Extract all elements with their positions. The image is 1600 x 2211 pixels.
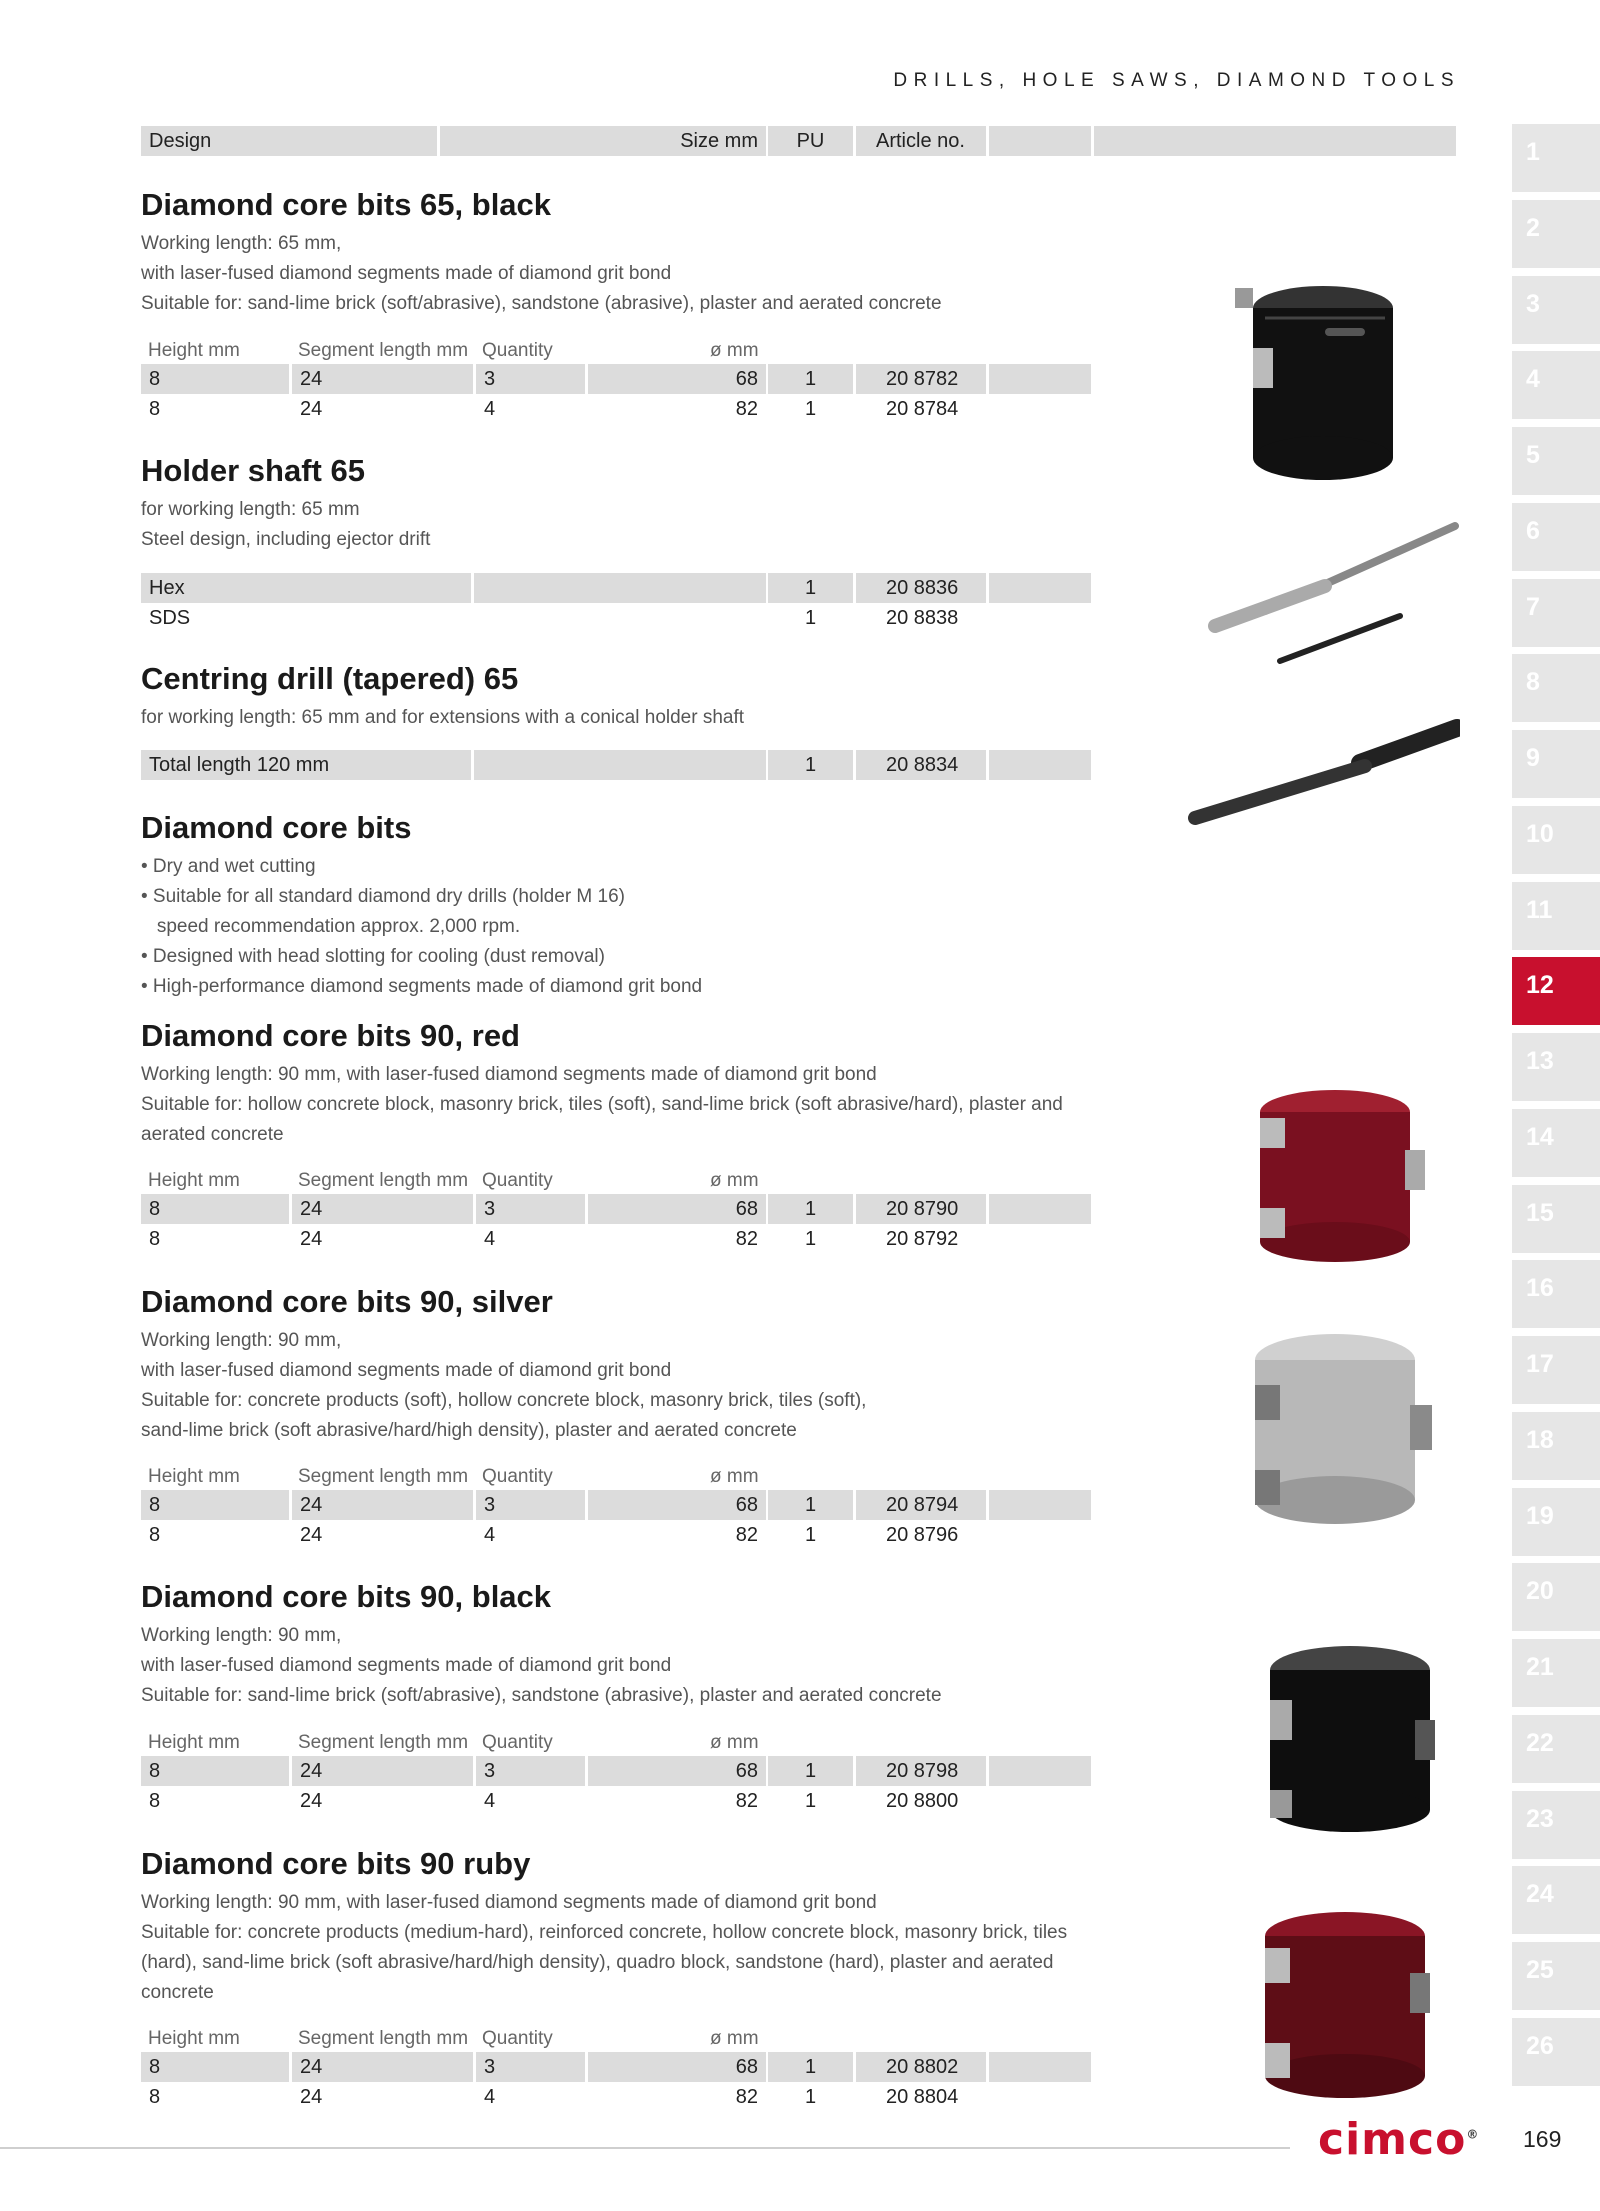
cell-article: 20 8798 [856,1756,986,1786]
description-line: Suitable for: concrete products (soft), hollow concrete block, masonry brick, tiles (soft), [141,1390,867,1411]
cell-design: Hex [141,573,471,603]
cell-pu: 1 [804,1228,817,1250]
chapter-tab-22[interactable]: 22 [1512,1715,1600,1783]
cell-height: 8 [141,1194,289,1224]
cell-pu: 1 [768,2052,853,2082]
chapter-tab-16[interactable]: 16 [1512,1260,1600,1328]
core-bits-90-black-description [141,1621,1081,1711]
cell-diameter: 82 [735,1524,758,1546]
description-line: sand-lime brick (soft abrasive/hard/high density), plaster and aerated concrete [141,1420,797,1441]
chapter-tab-18[interactable]: 18 [1512,1412,1600,1480]
cell-segment: 24 [292,1490,473,1520]
ruby-core-bit-90-image [1215,1908,1455,2108]
cell-segment: 24 [292,364,473,394]
cell-segment: 24 [300,1228,323,1250]
cell-segment: 24 [300,2086,323,2108]
cell-quantity: 4 [484,1790,496,1812]
chapter-tab-17[interactable]: 17 [1512,1336,1600,1404]
description-line: • High-performance diamond segments made of diamond grit bond [141,976,703,997]
cell-blank [989,2052,1091,2082]
cell-article: 20 8800 [886,1790,959,1812]
cell-blank [989,750,1091,780]
chapter-tab-3[interactable]: 3 [1512,276,1600,344]
col-design: Design [141,126,437,156]
description-line: concrete [141,1982,214,2003]
core-bits-65-black-title: Diamond core bits 65, black [141,187,552,222]
core-bits-90-black-title: Diamond core bits 90, black [141,1579,552,1614]
cell-height: 8 [141,364,289,394]
description-line: with laser-fused diamond segments made of diamond grit bond [141,263,672,284]
description-line: • Suitable for all standard diamond dry drills (holder M 16) [141,886,625,907]
cell-pu: 1 [768,1490,853,1520]
page-number: 169 [1523,2126,1562,2152]
chapter-tab-5[interactable]: 5 [1512,427,1600,495]
head-diameter: ø mm [710,1732,759,1753]
description-line: Steel design, including ejector drift [141,529,431,550]
chapter-tab-10[interactable]: 10 [1512,806,1600,874]
cell-design: Total length 120 mm [141,750,471,780]
cell-blank [989,1786,1091,1816]
description-line: • Designed with head slotting for cooling (dust removal) [141,946,605,967]
cell-article: 20 8838 [886,607,959,629]
chapter-tab-21[interactable]: 21 [1512,1639,1600,1707]
description-line: speed recommendation approx. 2,000 rpm. [141,916,521,937]
centring-drill-65-title: Centring drill (tapered) 65 [141,661,519,696]
cell-article: 20 8802 [856,2052,986,2082]
cell-quantity: 3 [476,364,585,394]
chapter-tab-15[interactable]: 15 [1512,1185,1600,1253]
cell-segment: 24 [292,1756,473,1786]
cell-blank [989,1194,1091,1224]
chapter-tab-4[interactable]: 4 [1512,351,1600,419]
chapter-tab-12[interactable]: 12 [1512,957,1600,1025]
cell-design: SDS [149,607,191,629]
col-blank-1 [989,126,1091,156]
cell-blank [989,1224,1091,1254]
description-line: Working length: 90 mm, [141,1625,342,1646]
cell-blank [474,603,766,633]
head-segment: Segment length mm [298,2028,469,2049]
cimco-logo: cimco® [1318,2114,1480,2165]
diamond-core-bits-features-description [141,852,1081,1002]
head-quantity: Quantity [482,1732,553,1753]
col-size: Size mm [440,126,766,156]
description-line: for working length: 65 mm [141,499,360,520]
core-bits-90-ruby-title: Diamond core bits 90 ruby [141,1846,531,1881]
centring-drill-65-description [141,703,1081,733]
chapter-tab-23[interactable]: 23 [1512,1791,1600,1859]
head-segment: Segment length mm [298,1170,469,1191]
description-line: Suitable for: sand-lime brick (soft/abrasive), sandstone (abrasive), plaster and aerated concrete [141,1685,942,1706]
head-height: Height mm [148,1466,240,1487]
chapter-tab-26[interactable]: 26 [1512,2018,1600,2086]
cell-height: 8 [149,2086,161,2108]
core-bits-90-silver-title: Diamond core bits 90, silver [141,1284,553,1319]
chapter-tab-9[interactable]: 9 [1512,730,1600,798]
cell-segment: 24 [300,1524,323,1546]
head-segment: Segment length mm [298,1466,469,1487]
chapter-tab-11[interactable]: 11 [1512,882,1600,950]
holder-shaft-65-description [141,495,1081,555]
head-diameter: ø mm [710,1170,759,1191]
chapter-tab-19[interactable]: 19 [1512,1488,1600,1556]
cell-diameter: 68 [588,1490,766,1520]
core-bits-90-ruby-description [141,1888,1081,2008]
black-core-bit-90-image [1215,1640,1460,1835]
black-core-bit-65-image [1225,278,1400,496]
cell-quantity: 4 [484,1228,496,1250]
cell-pu: 1 [768,1194,853,1224]
cell-pu: 1 [804,398,817,420]
cell-pu: 1 [768,573,853,603]
diamond-core-bits-features-title: Diamond core bits [141,810,412,845]
cell-quantity: 4 [484,2086,496,2108]
cell-quantity: 3 [476,1756,585,1786]
cell-pu: 1 [768,1756,853,1786]
head-diameter: ø mm [710,2028,759,2049]
cell-pu: 1 [768,364,853,394]
description-line: Suitable for: hollow concrete block, masonry brick, tiles (soft), sand-lime brick (soft abrasive/hard), plaster and [141,1094,1063,1115]
head-quantity: Quantity [482,2028,553,2049]
cell-article: 20 8790 [856,1194,986,1224]
cell-diameter: 68 [588,2052,766,2082]
cell-article: 20 8836 [856,573,986,603]
cell-diameter: 68 [588,1194,766,1224]
cell-height: 8 [149,398,161,420]
description-line: Working length: 90 mm, with laser-fused diamond segments made of diamond grit bond [141,1064,877,1085]
cell-pu: 1 [804,2086,817,2108]
cell-article: 20 8792 [886,1228,959,1250]
cell-article: 20 8834 [856,750,986,780]
chapter-tab-1[interactable]: 1 [1512,124,1600,192]
cell-segment: 24 [300,398,323,420]
cell-quantity: 4 [484,1524,496,1546]
head-quantity: Quantity [482,1466,553,1487]
cell-quantity: 3 [476,1490,585,1520]
cell-article: 20 8794 [856,1490,986,1520]
cell-blank [989,364,1091,394]
cell-diameter: 82 [735,1790,758,1812]
head-diameter: ø mm [710,340,759,361]
chapter-tab-2[interactable]: 2 [1512,200,1600,268]
cell-blank [989,2082,1091,2112]
cell-diameter: 68 [588,364,766,394]
core-bits-90-silver-description [141,1326,1081,1446]
chapter-tab-7[interactable]: 7 [1512,579,1600,647]
cell-segment: 24 [292,2052,473,2082]
description-line: • Dry and wet cutting [141,856,316,877]
cell-blank [474,573,766,603]
description-line: with laser-fused diamond segments made of diamond grit bond [141,1360,672,1381]
core-bits-90-red-description [141,1060,1081,1150]
chapter-tab-20[interactable]: 20 [1512,1563,1600,1631]
head-quantity: Quantity [482,340,553,361]
holder-shaft-65-title: Holder shaft 65 [141,453,365,488]
cell-diameter: 82 [735,398,758,420]
chapter-tab-25[interactable]: 25 [1512,1942,1600,2010]
head-segment: Segment length mm [298,340,469,361]
cell-diameter: 82 [735,2086,758,2108]
col-blank-2 [1094,126,1456,156]
core-bits-90-red-title: Diamond core bits 90, red [141,1018,520,1053]
chapter-tab-8[interactable]: 8 [1512,654,1600,722]
description-line: Suitable for: concrete products (medium-hard), reinforced concrete, hollow concrete block, masonry brick, tiles [141,1922,1068,1943]
cell-article: 20 8782 [856,364,986,394]
description-line: Working length: 65 mm, [141,233,342,254]
cell-diameter: 82 [735,1228,758,1250]
running-header: DRILLS, HOLE SAWS, DIAMOND TOOLS [893,70,1460,91]
cell-pu: 1 [804,1790,817,1812]
cell-height: 8 [141,1756,289,1786]
cell-quantity: 3 [476,1194,585,1224]
cell-height: 8 [149,1524,161,1546]
description-line: Suitable for: sand-lime brick (soft/abrasive), sandstone (abrasive), plaster and aerated concrete [141,293,942,314]
cell-diameter: 68 [588,1756,766,1786]
cell-article: 20 8804 [886,2086,959,2108]
cell-height: 8 [141,2052,289,2082]
cell-segment: 24 [300,1790,323,1812]
cell-quantity: 4 [484,398,496,420]
cell-height: 8 [141,1490,289,1520]
holder-shaft-image [1205,516,1460,666]
description-line: (hard), sand-lime brick (soft abrasive/hard/high density), quadro block, sandstone (hard), plaster and aerated [141,1952,1054,1973]
head-height: Height mm [148,340,240,361]
cell-blank [474,750,766,780]
cell-blank [989,1756,1091,1786]
cell-pu: 1 [804,1524,817,1546]
cell-blank [989,394,1091,424]
centring-drill-image [1185,718,1460,833]
chapter-tab-6[interactable]: 6 [1512,503,1600,571]
chapter-tab-24[interactable]: 24 [1512,1866,1600,1934]
core-bits-65-black-description [141,229,1081,319]
description-line: aerated concrete [141,1124,284,1145]
description-line: for working length: 65 mm and for extensions with a conical holder shaft [141,707,745,728]
description-line: Working length: 90 mm, [141,1330,342,1351]
footer-rule [0,2147,1290,2149]
head-height: Height mm [148,1732,240,1753]
head-height: Height mm [148,2028,240,2049]
col-pu: PU [768,126,853,156]
head-segment: Segment length mm [298,1732,469,1753]
cell-blank [989,603,1091,633]
head-diameter: ø mm [710,1466,759,1487]
head-quantity: Quantity [482,1170,553,1191]
cell-pu: 1 [768,750,853,780]
description-line: Working length: 90 mm, with laser-fused diamond segments made of diamond grit bond [141,1892,877,1913]
col-article: Article no. [856,126,986,156]
red-core-bit-90-image [1215,1090,1445,1265]
cell-article: 20 8784 [886,398,959,420]
cell-segment: 24 [292,1194,473,1224]
cell-pu: 1 [804,607,817,629]
cell-blank [989,1520,1091,1550]
cell-blank [989,573,1091,603]
cell-blank [989,1490,1091,1520]
cell-height: 8 [149,1790,161,1812]
chapter-tab-14[interactable]: 14 [1512,1109,1600,1177]
chapter-tab-13[interactable]: 13 [1512,1033,1600,1101]
silver-core-bit-90-image [1210,1330,1445,1530]
head-height: Height mm [148,1170,240,1191]
cell-article: 20 8796 [886,1524,959,1546]
description-line: with laser-fused diamond segments made of diamond grit bond [141,1655,672,1676]
cell-height: 8 [149,1228,161,1250]
cell-quantity: 3 [476,2052,585,2082]
